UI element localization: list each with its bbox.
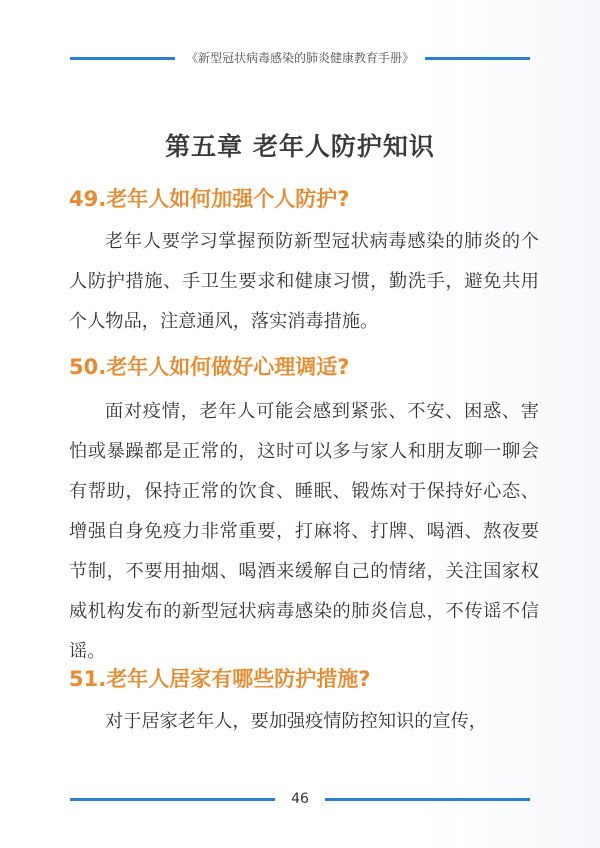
page-header [70,48,530,68]
question-50-answer: 面对疫情，老年人可能会感到紧张、不安、困惑、害怕或暴躁都是正常的，这时可以多与家人和朋友聊一聊会有帮助，保持正常的饮食、睡眠、锻炼对于保持好心态、增强自身免疫力非常重要，打麻将、打牌、喝酒、熬夜要节制，不要用抽烟、喝酒来缓解自己的情绪，关注国家权威机构发布的新型冠状病毒感染的肺炎信息，不传谣不信谣。 [69,401,539,662]
question-51-answer: 对于居家老年人，要加强疫情防控知识的宣传， [105,711,487,732]
question-49-answer: 老年人要学习掌握预防新型冠状病毒感染的肺炎的个人防护措施、手卫生要求和健康习惯，勤洗手，避免共用个人物品，注意通风，落实消毒措施。 [69,231,539,332]
header-rule-left [70,57,175,60]
question-49-title: 49.老年人如何加强个人防护? [69,187,350,211]
footer-rule-left [70,798,275,801]
footer-rule-right [325,798,530,801]
chapter-title: 第五章 老年人防护知识 [165,132,435,161]
question-50-title: 50.老年人如何做好心理调适? [69,355,350,379]
page-footer [70,788,530,810]
header-rule-right [425,57,530,60]
question-51-title: 51.老年人居家有哪些防护措施? [69,667,371,691]
book-title: 《新型冠状病毒感染的肺炎健康教育手册》 [185,51,414,65]
page-number: 46 [291,791,309,807]
